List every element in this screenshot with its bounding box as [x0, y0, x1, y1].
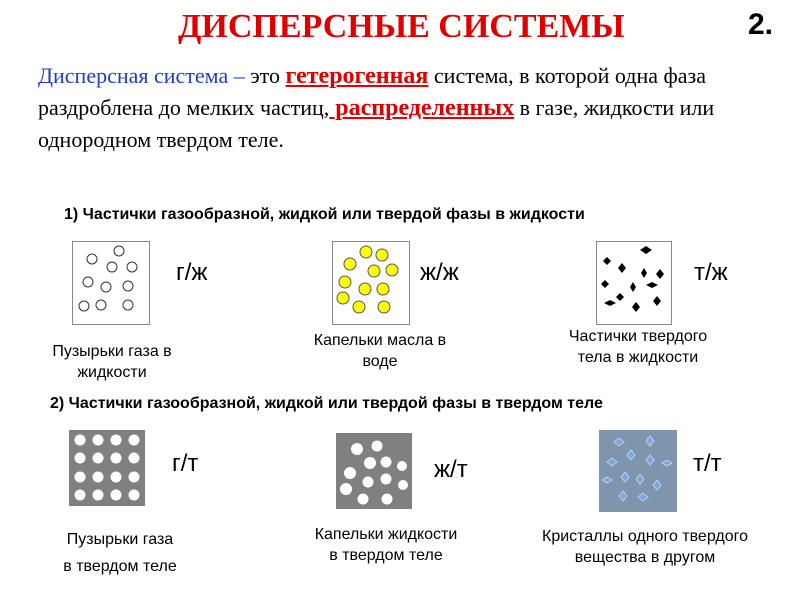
caption-line: Пузырьки газа	[66, 531, 174, 548]
definition-text-1: это	[250, 63, 286, 88]
caption-gas-solid	[30, 526, 210, 580]
phase-label-gas-solid: г/т	[172, 450, 199, 477]
caption-solid-liquid	[548, 326, 728, 368]
caption-line: в твердом теле	[63, 558, 177, 575]
gas-bubbles-in-solid-icon	[69, 430, 145, 506]
definition-text-2: система, в которой одна фаза раздроблена до мелких частиц,	[38, 63, 706, 120]
oil-droplets-in-water-icon	[332, 241, 410, 325]
caption-line: Пузырьки газа в	[52, 343, 172, 360]
caption-solid-solid	[510, 526, 780, 568]
caption-line: Капельки масла в	[313, 332, 447, 349]
page-title: ДИСПЕРСНЫЕ СИСТЕМЫ	[178, 8, 625, 45]
definition-highlight-heterogeneous: гетерогенная	[285, 63, 429, 89]
caption-liquid-liquid	[290, 330, 470, 372]
caption-line: тела в жидкости	[577, 349, 699, 366]
phase-label-solid-liquid: т/ж	[694, 259, 728, 286]
caption-line: в твердом теле	[329, 547, 443, 564]
slide-number: 2.	[748, 8, 774, 41]
liquid-droplets-in-solid-icon	[336, 433, 412, 509]
caption-line: Частички твердого	[568, 328, 708, 345]
section1-heading: 1) Частички газообразной, жидкой или твердой фазы в жидкости	[64, 206, 585, 223]
section2-heading: 2) Частички газообразной, жидкой или твердой фазы в твердом теле	[50, 395, 603, 412]
caption-line: воде	[362, 353, 398, 370]
caption-line: вещества в другом	[574, 549, 716, 566]
caption-line: жидкости	[77, 364, 147, 381]
definition-term: Дисперсная система –	[38, 63, 251, 88]
caption-line: Кристаллы одного твердого	[542, 528, 748, 545]
caption-liquid-solid	[296, 524, 476, 566]
caption-line: Капельки жидкости	[314, 526, 458, 543]
phase-label-gas-liquid: г/ж	[176, 259, 208, 286]
definition-highlight-distributed: распределенных	[329, 95, 515, 121]
definition-text-3: в газе, жидкости или однородном твердом теле.	[38, 95, 715, 152]
crystals-in-solid-icon	[599, 430, 677, 512]
caption-gas-liquid	[22, 341, 202, 383]
phase-label-liquid-solid: ж/т	[434, 456, 468, 483]
solid-particles-in-liquid-icon	[596, 241, 672, 325]
phase-label-solid-solid: т/т	[693, 450, 722, 477]
gas-bubbles-in-liquid-icon	[72, 241, 150, 325]
definition-paragraph	[38, 60, 758, 155]
phase-label-liquid-liquid: ж/ж	[420, 259, 459, 286]
